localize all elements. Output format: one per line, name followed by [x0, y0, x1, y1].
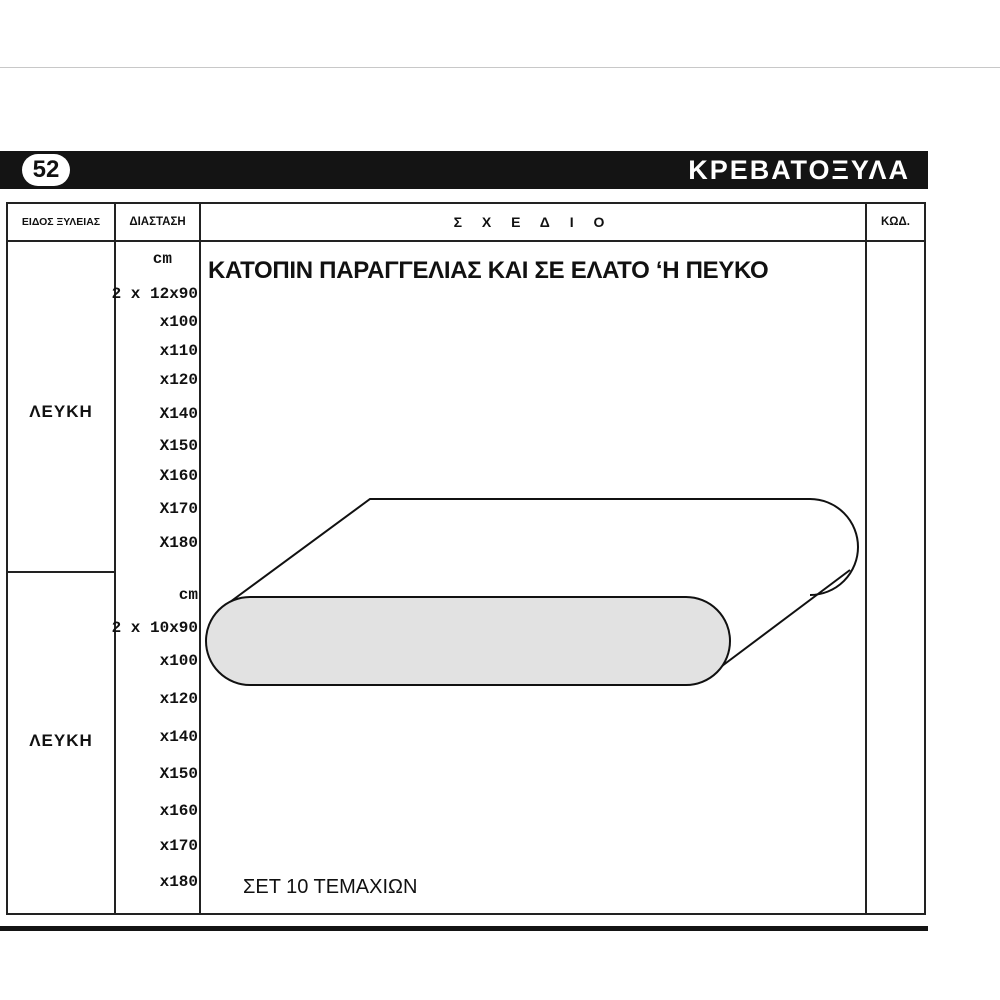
- dimension-value: X180: [159, 534, 198, 552]
- dimension-value: 2 x 12x90: [111, 285, 198, 303]
- dimension-unit: cm: [152, 250, 172, 268]
- set-quantity-note: ΣΕΤ 10 ΤΕΜΑΧΙΩΝ: [243, 876, 418, 898]
- page-number-badge: 52: [22, 154, 70, 186]
- dimension-value: X170: [159, 500, 198, 518]
- column-header-code: ΚΩΔ.: [881, 216, 910, 228]
- dimension-value: x160: [159, 802, 198, 820]
- column-header-design: Σ Χ Ε Δ Ι Ο: [453, 214, 613, 230]
- dimension-value: x100: [159, 652, 198, 670]
- column-header-type: ΕΙΔΟΣ ΞΥΛΕΙΑΣ: [21, 216, 101, 228]
- dimension-value: 2 x 10x90: [111, 619, 198, 637]
- dimension-value: x180: [159, 873, 198, 891]
- dimension-value: x140: [159, 728, 198, 746]
- column-divider: [865, 202, 867, 915]
- dimension-value: x120: [159, 690, 198, 708]
- header-bar: [0, 151, 928, 189]
- column-header-dimension: ΔΙΑΣΤΑΣΗ: [129, 216, 186, 228]
- dimension-unit: cm: [178, 586, 198, 604]
- column-divider: [114, 202, 116, 915]
- dimension-value: x110: [159, 342, 198, 360]
- wood-type-label: ΛΕΥΚΗ: [29, 402, 93, 421]
- dimension-value: x170: [159, 837, 198, 855]
- order-note: ΚΑΤΟΠΙΝ ΠΑΡΑΓΓΕΛΙΑΣ ΚΑΙ ΣΕ ΕΛΑΤΟ ‘Η ΠΕΥΚΟ: [208, 257, 769, 284]
- page-title: ΚΡΕΒΑΤΟΞΥΛΑ: [688, 155, 910, 185]
- dimension-value: X160: [159, 467, 198, 485]
- dimension-value: x100: [159, 313, 198, 331]
- dimension-value: x120: [159, 371, 198, 389]
- top-divider: [0, 67, 1000, 68]
- column-divider: [199, 202, 201, 915]
- group-divider: [6, 571, 116, 573]
- bed-slat-drawing-icon: [202, 470, 862, 700]
- header-row-divider: [6, 240, 926, 242]
- bottom-divider: [0, 926, 928, 931]
- wood-type-label: ΛΕΥΚΗ: [29, 731, 93, 750]
- dimension-value: X150: [159, 765, 198, 783]
- dimension-value: X140: [159, 405, 198, 423]
- dimension-value: X150: [159, 437, 198, 455]
- slat-front-face: [206, 597, 730, 685]
